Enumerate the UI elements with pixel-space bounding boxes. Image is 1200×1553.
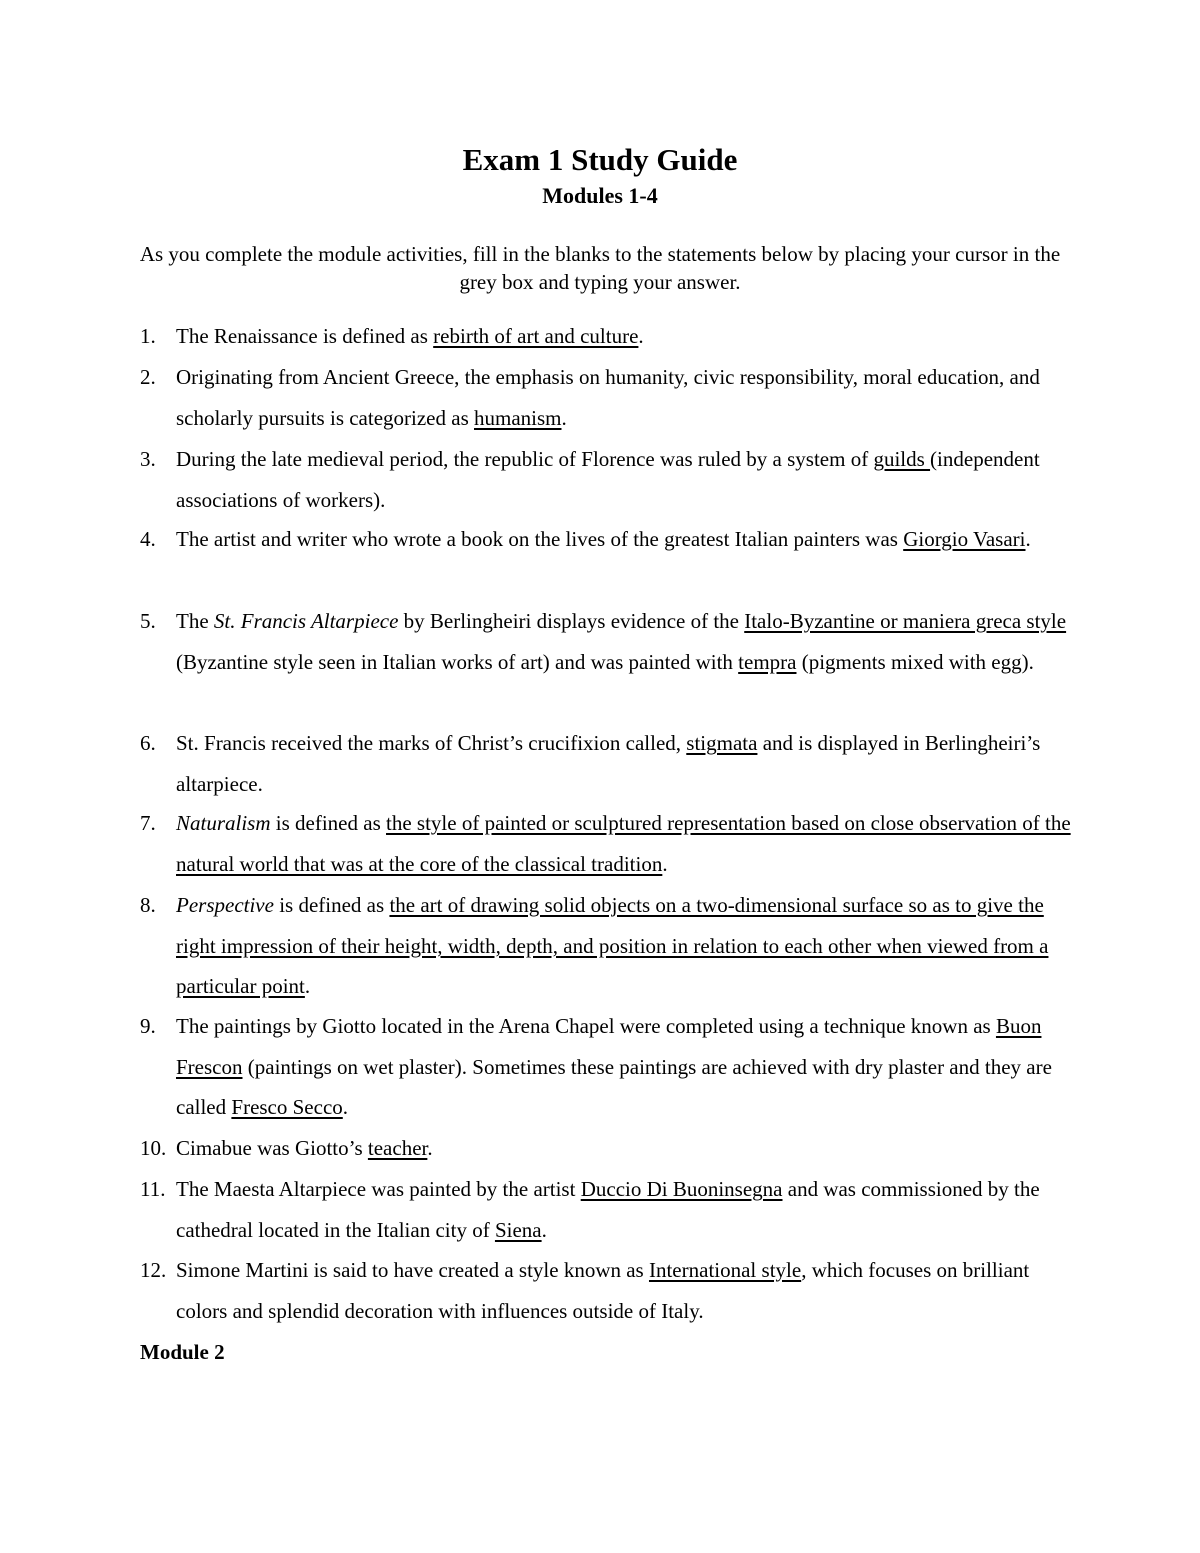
question-number: 12. xyxy=(140,1258,167,1282)
question-fragment: The Maesta Altarpiece was painted by the artist xyxy=(176,1177,581,1201)
question-fragment: is defined as xyxy=(270,811,387,835)
question-8 xyxy=(140,885,1080,1007)
answer-text[interactable]: Buon Frescon xyxy=(176,1014,1042,1079)
question-text xyxy=(176,885,1080,1007)
question-11 xyxy=(140,1169,1080,1250)
question-text xyxy=(176,519,1080,560)
question-9 xyxy=(140,1006,1080,1128)
question-text xyxy=(176,601,1080,682)
question-10 xyxy=(140,1128,1080,1169)
answer-text[interactable]: rebirth of art and culture xyxy=(433,324,639,348)
answer-text[interactable]: Siena xyxy=(494,1217,542,1242)
question-fragment: is defined as xyxy=(273,893,390,917)
question-fragment: Cimabue was Giotto’s xyxy=(176,1136,368,1160)
question-fragment: . xyxy=(662,851,668,876)
question-number: 10. xyxy=(140,1136,167,1160)
question-text xyxy=(176,316,1080,357)
question-fragment: . xyxy=(638,324,644,348)
question-text xyxy=(176,803,1080,884)
question-fragment: The artist and writer who wrote a book on the lives of the greatest Italian painters was xyxy=(176,527,904,551)
question-fragment: (pigments mixed with egg). xyxy=(796,649,1034,674)
answer-text[interactable]: International style xyxy=(648,1258,802,1282)
document-subtitle: Modules 1-4 xyxy=(542,183,658,208)
question-text xyxy=(176,439,1080,520)
answer-text[interactable]: humanism xyxy=(474,405,562,430)
question-number: 4. xyxy=(140,527,156,551)
question-text xyxy=(176,1006,1080,1128)
question-fragment: The paintings by Giotto located in the Arena Chapel were completed using a technique known as xyxy=(176,1014,996,1038)
question-number: 6. xyxy=(140,731,156,755)
question-fragment: The xyxy=(176,609,214,633)
question-7 xyxy=(140,803,1080,884)
question-text xyxy=(176,1169,1080,1250)
question-text xyxy=(176,357,1080,438)
answer-text[interactable]: teacher xyxy=(367,1136,428,1160)
question-2 xyxy=(140,357,1080,438)
question-number: 5. xyxy=(140,609,156,633)
question-number: 1. xyxy=(140,324,156,348)
question-fragment: (paintings on wet plaster). Sometimes these paintings are achieved with dry plaster and they are called xyxy=(176,1054,1052,1120)
instructions-paragraph: As you complete the module activities, fill in the blanks to the statements below by placing your cursor in the grey box and typing your answer. xyxy=(139,242,1061,294)
answer-text[interactable]: Italo-Byzantine or maniera greca style xyxy=(744,609,1067,633)
question-fragment: The Renaissance is defined as xyxy=(176,324,434,348)
question-number: 8. xyxy=(140,893,156,917)
question-fragment: , which focuses on brilliant colors and splendid decoration with influences outside of Italy. xyxy=(176,1258,1030,1323)
question-text xyxy=(176,1250,1080,1331)
question-text xyxy=(176,723,1080,804)
question-fragment: Originating from Ancient Greece, the emphasis on humanity, civic responsibility, moral education, and scholarly pursuits is categorized as xyxy=(176,365,1040,430)
question-fragment: . xyxy=(427,1136,433,1160)
section-heading: Module 2 xyxy=(140,1340,225,1364)
answer-text[interactable]: guilds xyxy=(873,447,931,471)
question-fragment: . xyxy=(561,405,567,430)
answer-text[interactable]: Fresco Secco xyxy=(231,1095,343,1120)
question-number: 7. xyxy=(140,811,156,835)
question-3 xyxy=(140,439,1080,520)
answer-text[interactable]: the art of drawing solid objects on a two-dimensional surface so as to give the right impression of their height, width, depth, and position in relation to each other when viewed from a particular point xyxy=(176,893,1049,999)
question-fragment: . xyxy=(304,974,311,999)
question-text xyxy=(176,1128,1080,1169)
question-fragment: Simone Martini is said to have created a style known as xyxy=(176,1258,649,1282)
question-12 xyxy=(140,1250,1080,1331)
question-fragment: During the late medieval period, the republic of Florence was ruled by a system of xyxy=(176,447,874,471)
question-fragment: by Berlingheiri displays evidence of the xyxy=(398,609,745,633)
answer-text[interactable]: the style of painted or sculptured representation based on close observation of the natural world that was at the core of the classical tradition xyxy=(176,811,1071,876)
question-5 xyxy=(140,601,1080,682)
italic-term: St. Francis Altarpiece xyxy=(213,609,399,633)
document-title: Exam 1 Study Guide xyxy=(462,142,738,177)
question-4 xyxy=(140,519,1080,560)
italic-term: Naturalism xyxy=(176,811,271,835)
answer-text[interactable]: Giorgio Vasari xyxy=(903,527,1026,551)
question-fragment: and is displayed in Berlingheiri’s altarpiece. xyxy=(176,731,1041,796)
answer-text[interactable]: stigmata xyxy=(686,731,758,755)
question-fragment: . xyxy=(541,1217,547,1242)
question-1 xyxy=(140,316,1080,357)
answer-text[interactable]: tempra xyxy=(738,649,797,674)
question-number: 9. xyxy=(140,1014,156,1038)
question-fragment: (Byzantine style seen in Italian works of art) and was painted with xyxy=(176,649,739,674)
question-fragment: . xyxy=(1025,527,1031,551)
question-number: 2. xyxy=(140,365,156,389)
question-fragment: St. Francis received the marks of Christ’s crucifixion called, xyxy=(176,731,687,755)
italic-term: Perspective xyxy=(176,893,274,917)
question-fragment: . xyxy=(342,1095,349,1120)
question-fragment: (independent associations of workers). xyxy=(176,447,1040,512)
question-6 xyxy=(140,723,1080,804)
question-number: 11. xyxy=(140,1177,166,1201)
question-number: 3. xyxy=(140,447,156,471)
question-fragment: and was commissioned by the cathedral located in the Italian city of xyxy=(176,1177,1040,1242)
answer-text[interactable]: Duccio Di Buoninsegna xyxy=(580,1177,783,1201)
